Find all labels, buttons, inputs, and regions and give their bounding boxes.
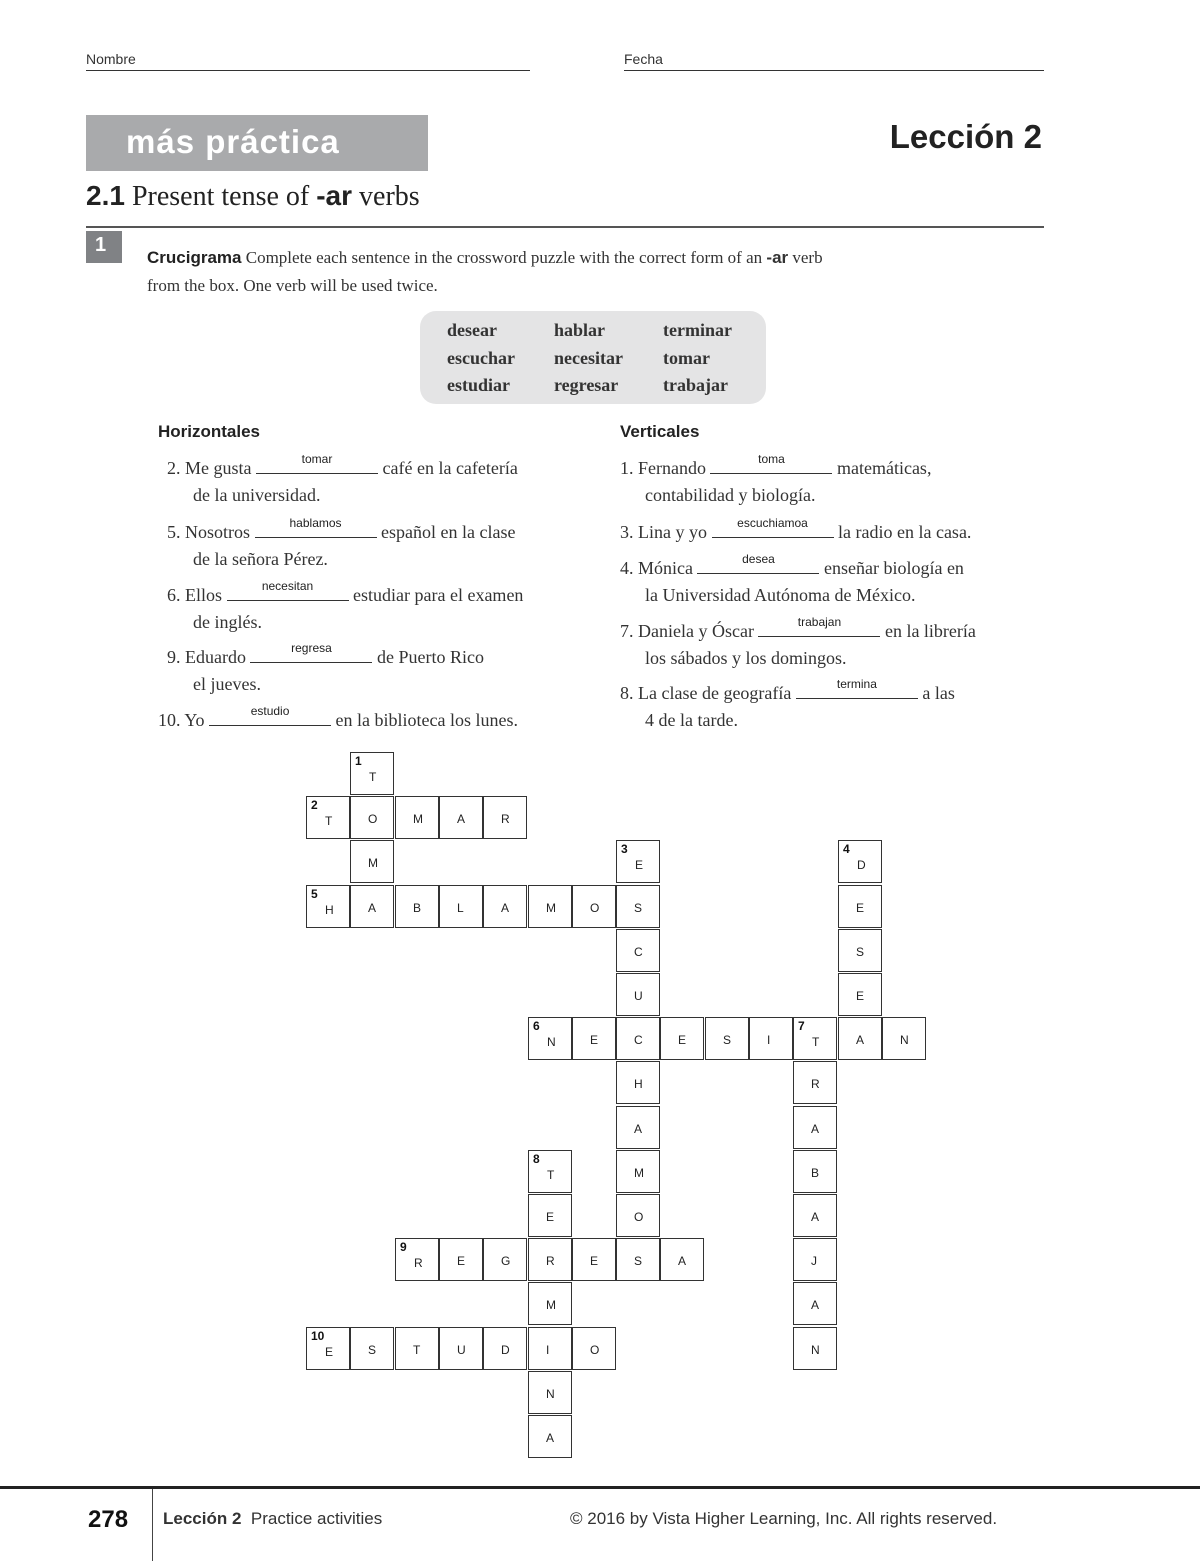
crossword-letter: T [547, 1168, 555, 1182]
crossword-cell[interactable] [793, 1017, 837, 1060]
clue-number: 3. [620, 522, 634, 542]
answer-text: escuchiamoa [737, 516, 808, 530]
crossword-cell[interactable] [439, 796, 483, 839]
clue-text: a las [917, 683, 955, 703]
answer-text: toma [758, 452, 785, 466]
crossword-letter: E [590, 1033, 599, 1047]
word-item: tomar [663, 348, 710, 368]
crossword-letter: R [546, 1254, 555, 1268]
crossword-letter: O [368, 812, 378, 826]
crossword-cell[interactable] [350, 752, 394, 795]
crossword-cell[interactable] [395, 1327, 439, 1370]
crossword-clue-number: 10 [311, 1329, 325, 1343]
answer-text: termina [836, 677, 877, 691]
clue-v8 [620, 677, 955, 734]
crossword-cell[interactable] [793, 1106, 837, 1149]
clue-text: Mónica [638, 558, 698, 578]
crossword-cell[interactable] [616, 885, 660, 928]
crossword-letter: E [590, 1254, 599, 1268]
instr-line2: from the box. One verb will be used twice. [147, 276, 438, 295]
crossword-letter: A [678, 1254, 687, 1268]
answer-blank[interactable] [710, 452, 832, 474]
crossword-letter: H [634, 1077, 643, 1091]
crossword-letter: U [634, 989, 643, 1003]
crossword-letter: O [634, 1210, 644, 1224]
clue-text-line2: de inglés. [193, 612, 262, 632]
crossword-letter: L [457, 901, 464, 915]
crossword-cell[interactable] [616, 840, 660, 883]
crossword-cell[interactable] [660, 1238, 704, 1281]
crossword-cell[interactable] [572, 1238, 616, 1281]
clue-number: 5. [167, 522, 181, 542]
clue-text: Ellos [185, 585, 227, 605]
crossword-cell[interactable] [660, 1017, 704, 1060]
answer-blank[interactable] [255, 516, 377, 538]
answer-text: necesitan [261, 579, 314, 593]
crossword-cell[interactable] [306, 796, 350, 839]
crossword-letter: A [856, 1033, 865, 1047]
crossword-cell[interactable] [395, 885, 439, 928]
crossword-letter: A [634, 1122, 643, 1136]
crossword-cell[interactable] [306, 885, 350, 928]
section-title-pre: Present tense of [131, 181, 317, 212]
crossword-cell[interactable] [483, 796, 527, 839]
crossword-cell[interactable] [528, 1327, 572, 1370]
copyright: © 2016 by Vista Higher Learning, Inc. All rights reserved. [570, 1509, 998, 1528]
horizontales-heading: Horizontales [158, 422, 261, 441]
crossword-letter: R [811, 1077, 820, 1091]
section-title-post: verbs [352, 181, 420, 212]
crossword-cell[interactable] [572, 885, 616, 928]
crossword-cell[interactable] [793, 1238, 837, 1281]
word-item: regresar [554, 375, 619, 395]
crossword-letter: E [856, 989, 865, 1003]
crossword-letter: N [811, 1343, 820, 1357]
crossword-cell[interactable] [306, 1327, 350, 1370]
crossword-letter: C [634, 1033, 643, 1047]
clue-text-line2: la Universidad Autónoma de México. [645, 585, 916, 605]
answer-blank[interactable] [250, 641, 372, 663]
exercise-lead: Crucigrama [147, 248, 242, 267]
crossword-cell[interactable] [483, 1238, 527, 1281]
crossword-cell[interactable] [483, 1327, 527, 1370]
clue-h5 [167, 516, 516, 573]
answer-text: desea [742, 552, 775, 566]
crossword-cell[interactable] [616, 973, 660, 1016]
name-label: Nombre [86, 51, 136, 67]
crossword-letter: R [501, 812, 510, 826]
footer-divider [152, 1489, 153, 1561]
crossword-cell[interactable] [528, 1282, 572, 1325]
crossword-cell[interactable] [528, 1238, 572, 1281]
answer-blank[interactable] [227, 579, 349, 601]
crossword-cell[interactable] [616, 1017, 660, 1060]
crossword-letter: O [590, 1343, 600, 1357]
crossword-letter: T [325, 814, 333, 828]
crossword-cell[interactable] [528, 1150, 572, 1193]
instr-b: verb [788, 248, 823, 267]
footer-rule [0, 1486, 1200, 1489]
crossword-grid [306, 752, 926, 1460]
crossword-clue-number: 6 [533, 1019, 540, 1033]
clue-text: Lina y yo [638, 522, 712, 542]
crossword-clue-number: 3 [621, 842, 628, 856]
clue-number: 9. [167, 647, 181, 667]
crossword-cell[interactable] [528, 885, 572, 928]
crossword-letter: T [812, 1035, 820, 1049]
crossword-letter: G [501, 1254, 511, 1268]
crossword-cell[interactable] [439, 885, 483, 928]
word-item: desear [447, 320, 497, 340]
crossword-cell[interactable] [793, 1150, 837, 1193]
clue-text: Daniela y Óscar [638, 621, 759, 641]
crossword-cell[interactable] [528, 1017, 572, 1060]
name-line[interactable] [86, 70, 530, 71]
clue-number: 10. [158, 710, 181, 730]
crossword-letter: A [457, 812, 466, 826]
crossword-letter: M [413, 812, 423, 826]
word-item: necesitar [554, 348, 623, 368]
crossword-cell[interactable] [350, 796, 394, 839]
section-number: 2.1 [86, 180, 125, 211]
answer-blank[interactable] [796, 677, 918, 699]
crossword-letter: I [546, 1343, 550, 1357]
crossword-letter: R [414, 1256, 423, 1270]
clue-h9 [167, 641, 484, 698]
crossword-cell[interactable] [838, 840, 882, 883]
section-rule [86, 226, 1044, 228]
word-item: trabajar [663, 375, 728, 395]
clue-text: matemáticas, [832, 458, 932, 478]
crossword-letter: M [546, 901, 556, 915]
clue-text: enseñar biología en [819, 558, 964, 578]
crossword-cell[interactable] [528, 1194, 572, 1237]
crossword-letter: E [457, 1254, 466, 1268]
crossword-letter: J [811, 1254, 817, 1268]
word-item: escuchar [447, 348, 515, 368]
answer-blank[interactable] [256, 452, 378, 474]
clue-v1 [620, 452, 932, 509]
crossword-letter: O [590, 901, 600, 915]
section-title [86, 180, 420, 213]
answer-text: tomar [301, 452, 333, 466]
crossword-letter: E [325, 1345, 334, 1359]
clue-text: Me gusta [185, 458, 256, 478]
crossword-letter: E [635, 858, 644, 872]
word-box [420, 311, 766, 404]
crossword-letter: E [546, 1210, 555, 1224]
clue-v7 [620, 615, 976, 672]
crossword-letter: M [546, 1298, 556, 1312]
answer-blank[interactable] [758, 615, 880, 637]
lesson-title: Lección 2 [889, 118, 1042, 155]
crossword-cell[interactable] [616, 1106, 660, 1149]
crossword-letter: A [501, 901, 510, 915]
crossword-clue-number: 2 [311, 798, 318, 812]
crossword-cell[interactable] [749, 1017, 793, 1060]
page-number: 278 [88, 1506, 129, 1533]
crossword-letter: A [811, 1122, 820, 1136]
clue-text: Yo [184, 710, 210, 730]
answer-blank[interactable] [697, 552, 819, 574]
footer-lesson-text: Practice activities [250, 1509, 383, 1528]
clue-h6 [167, 579, 524, 636]
word-item: hablar [554, 320, 606, 340]
footer-lesson [163, 1509, 382, 1529]
clue-text: estudiar para el examen [348, 585, 524, 605]
word-item: estudiar [447, 375, 510, 395]
crossword-letter: S [856, 945, 865, 959]
clue-number: 2. [167, 458, 181, 478]
crossword-cell[interactable] [528, 1371, 572, 1414]
crossword-letter: B [413, 901, 422, 915]
clue-text: Fernando [638, 458, 711, 478]
date-label: Fecha [624, 51, 663, 67]
clue-text-line2: contabilidad y biología. [645, 485, 816, 505]
answer-text: regresa [291, 641, 332, 655]
clue-number: 8. [620, 683, 634, 703]
crossword-letter: A [546, 1431, 555, 1445]
clue-text-line2: el jueves. [193, 674, 261, 694]
crossword-cell[interactable] [793, 1282, 837, 1325]
crossword-cell[interactable] [838, 973, 882, 1016]
crossword-clue-number: 4 [843, 842, 850, 856]
crossword-cell[interactable] [572, 1327, 616, 1370]
crossword-cell[interactable] [616, 929, 660, 972]
clue-text: en la biblioteca los lunes. [331, 710, 518, 730]
crossword-letter: T [369, 770, 377, 784]
crossword-letter: N [546, 1387, 555, 1401]
crossword-clue-number: 1 [355, 754, 362, 768]
crossword-letter: B [811, 1166, 820, 1180]
crossword-cell[interactable] [616, 1150, 660, 1193]
exercise-number-badge [86, 231, 122, 263]
clue-text: en la librería [880, 621, 976, 641]
crossword-cell[interactable] [793, 1194, 837, 1237]
crossword-cell[interactable] [793, 1061, 837, 1104]
crossword-clue-number: 5 [311, 887, 318, 901]
crossword-cell[interactable] [350, 840, 394, 883]
clue-text-line2: de la señora Pérez. [193, 549, 328, 569]
crossword-cell[interactable] [350, 885, 394, 928]
crossword-letter: D [857, 858, 866, 872]
clue-number: 4. [620, 558, 634, 578]
crossword-letter: N [900, 1033, 909, 1047]
verticales-heading: Verticales [620, 422, 700, 441]
word-item: terminar [663, 320, 732, 340]
clue-text: español en la clase [376, 522, 516, 542]
clue-text-line2: de la universidad. [193, 485, 321, 505]
clue-text-line2: los sábados y los domingos. [645, 648, 847, 668]
crossword-cell[interactable] [439, 1327, 483, 1370]
crossword-letter: U [457, 1343, 466, 1357]
clue-text: Eduardo [185, 647, 251, 667]
crossword-letter: E [856, 901, 865, 915]
crossword-letter: E [678, 1033, 687, 1047]
clue-text: la radio en la casa. [833, 522, 972, 542]
crossword-cell[interactable] [616, 1194, 660, 1237]
crossword-clue-number: 9 [400, 1240, 407, 1254]
clue-number: 7. [620, 621, 634, 641]
crossword-cell[interactable] [528, 1415, 572, 1458]
crossword-letter: S [634, 901, 643, 915]
crossword-letter: A [811, 1210, 820, 1224]
clue-v3 [620, 516, 972, 546]
crossword-cell[interactable] [395, 796, 439, 839]
crossword-cell[interactable] [395, 1238, 439, 1281]
clue-text: Nosotros [185, 522, 255, 542]
crossword-cell[interactable] [705, 1017, 749, 1060]
crossword-cell[interactable] [793, 1327, 837, 1370]
crossword-cell[interactable] [616, 1238, 660, 1281]
clue-text: de Puerto Rico [372, 647, 484, 667]
clue-number: 6. [167, 585, 181, 605]
crossword-cell[interactable] [616, 1061, 660, 1104]
instr-bold: -ar [766, 248, 789, 267]
exercise-instructions [147, 244, 1027, 300]
crossword-cell[interactable] [350, 1327, 394, 1370]
crossword-letter: D [501, 1343, 510, 1357]
crossword-letter: S [368, 1343, 377, 1357]
footer-lesson-bold: Lección 2 [163, 1509, 242, 1528]
crossword-clue-number: 8 [533, 1152, 540, 1166]
answer-text: estudio [250, 704, 290, 718]
crossword-letter: T [413, 1343, 421, 1357]
clue-number: 1. [620, 458, 634, 478]
clue-h2 [167, 452, 518, 509]
crossword-letter: C [634, 945, 643, 959]
crossword-cell[interactable] [838, 885, 882, 928]
crossword-cell[interactable] [882, 1017, 926, 1060]
banner-text: más práctica [126, 123, 340, 160]
crossword-cell[interactable] [838, 1017, 882, 1060]
clue-text: La clase de geografía [638, 683, 796, 703]
crossword-letter: M [634, 1166, 644, 1180]
crossword-letter: M [368, 856, 378, 870]
answer-text: trabajan [797, 615, 842, 629]
crossword-letter: S [634, 1254, 643, 1268]
crossword-letter: I [767, 1033, 771, 1047]
date-line[interactable] [624, 70, 1044, 71]
crossword-letter: A [811, 1298, 820, 1312]
crossword-cell[interactable] [572, 1017, 616, 1060]
crossword-cell[interactable] [483, 885, 527, 928]
crossword-letter: N [547, 1035, 556, 1049]
answer-blank[interactable] [712, 516, 834, 538]
instr-a: Complete each sentence in the crossword puzzle with the correct form of an [241, 248, 767, 267]
answer-blank[interactable] [209, 704, 331, 726]
answer-text: hablamos [289, 516, 342, 530]
clue-h10 [158, 704, 518, 734]
crossword-cell[interactable] [838, 929, 882, 972]
crossword-letter: S [723, 1033, 732, 1047]
crossword-letter: H [325, 903, 334, 917]
clue-text-line2: 4 de la tarde. [645, 710, 738, 730]
crossword-cell[interactable] [439, 1238, 483, 1281]
crossword-letter: A [368, 901, 377, 915]
section-title-bold: -ar [316, 180, 353, 211]
mas-practica-banner [86, 115, 428, 171]
clue-v4 [620, 552, 964, 609]
crossword-clue-number: 7 [798, 1019, 805, 1033]
clue-text: café en la cafetería [378, 458, 518, 478]
exercise-number: 1 [95, 234, 107, 256]
